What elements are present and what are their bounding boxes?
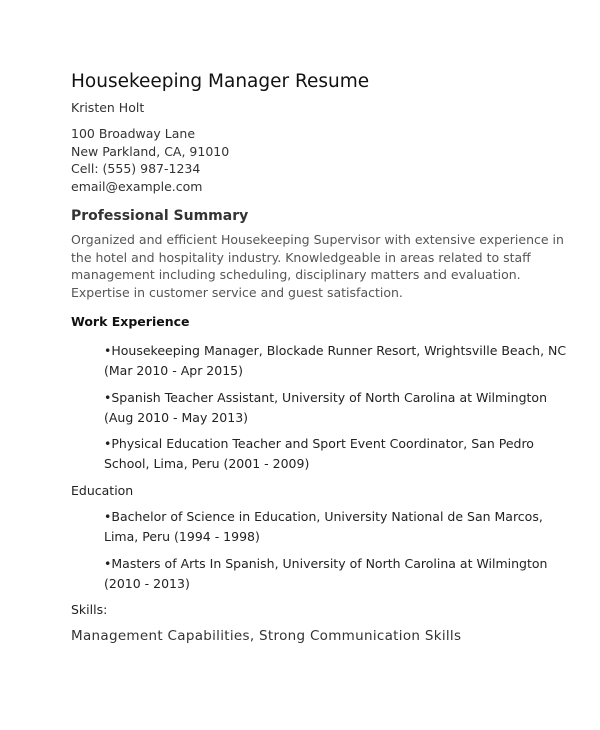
summary-line: management including scheduling, disciplinary matters and evaluation. [71, 267, 521, 282]
work-experience-list [104, 341, 567, 481]
education-heading: Education [71, 483, 134, 498]
work-experience-item [104, 341, 567, 381]
contact-cell: Cell: (555) 987-1234 [71, 161, 201, 176]
summary-text [71, 231, 564, 301]
work-title: •Spanish Teacher Assistant, University of North Carolina at Wilmington [104, 389, 547, 405]
candidate-name: Kristen Holt [71, 100, 145, 115]
summary-heading: Professional Summary [71, 208, 249, 224]
work-dates: (Mar 2010 - Apr 2015) [104, 363, 243, 378]
contact-email: email@example.com [71, 178, 203, 194]
degree-title: •Masters of Arts In Spanish, University of North Carolina at Wilmington [104, 555, 548, 571]
degree-title: •Bachelor of Science in Education, University National de San Marcos, [104, 509, 543, 524]
work-dates: (Aug 2010 - May 2013) [104, 409, 249, 425]
contact-street: 100 Broadway Lane [71, 126, 196, 141]
education-item [104, 554, 554, 594]
education-list [104, 507, 554, 600]
contact-city: New Parkland, CA, 91010 [71, 143, 230, 159]
skills-heading: Skills: [71, 602, 108, 617]
degree-details: (2010 - 2013) [104, 575, 190, 591]
summary-line: Organized and efficient Housekeeping Supervisor with extensive experience in [71, 232, 564, 247]
work-title: •Physical Education Teacher and Sport Event Coordinator, San Pedro [104, 436, 534, 451]
work-experience-item [104, 388, 554, 428]
work-experience-heading: Work Experience [71, 314, 190, 329]
work-dates: School, Lima, Peru (2001 - 2009) [104, 456, 310, 471]
work-experience-item [104, 434, 554, 474]
summary-line: the hotel and hospitality industry. Knowledgeable in areas related to staff [71, 249, 531, 265]
summary-line: Expertise in customer service and guest satisfaction. [71, 284, 403, 300]
work-title: •Housekeeping Manager, Blockade Runner Resort, Wrightsville Beach, NC [104, 343, 567, 358]
degree-details: Lima, Peru (1994 - 1998) [104, 529, 260, 544]
resume-title: Housekeeping Manager Resume [71, 71, 370, 92]
skills-text: Management Capabilities, Strong Communication Skills [71, 628, 462, 644]
education-item [104, 507, 554, 547]
contact-block [71, 125, 229, 195]
